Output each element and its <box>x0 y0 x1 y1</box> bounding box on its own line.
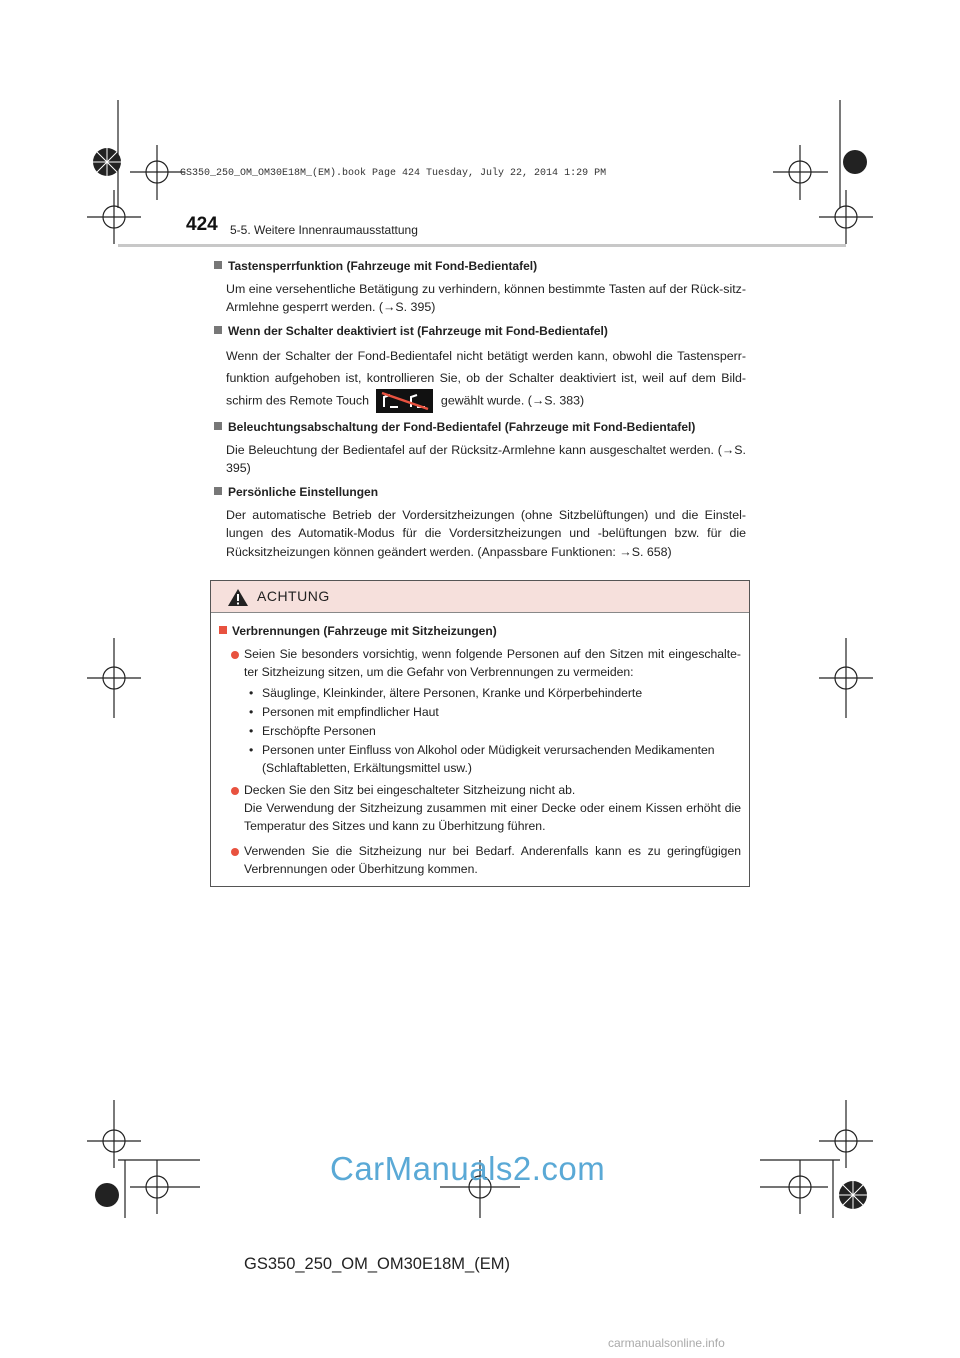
warning-subitem: • Personen mit empfindlicher Haut <box>249 705 439 720</box>
header-rule <box>118 244 846 247</box>
warning-triangle-icon <box>227 588 249 607</box>
section-heading: Beleuchtungsabschaltung der Fond-Bedientafel (Fahrzeuge mit Fond-Bedientafel) <box>214 418 746 437</box>
watermark-carmanuals: CarManuals2.com <box>330 1150 606 1187</box>
warning-bullet: Seien Sie besonders vorsichtig, wenn folgende Personen auf den Sitzen mit eingeschalte-ter Sitzheizung sitzen, um die Gefahr von Verbrennungen zu vermeiden: <box>231 646 741 682</box>
section-body: Der automatische Betrieb der Vordersitzheizungen (ohne Sitzbelüftungen) und die Einstel-lungen des Automatik-Modus für die Vordersitzheizungen und -belüftungen bzw. für die Rücksitzheizungen können geändert werden. (Anpassbare Funktionen: →S. 658) <box>226 507 746 559</box>
section-body: Um eine versehentliche Betätigung zu verhindern, können bestimmte Tasten auf der Rück-sitz-Armlehne gesperrt werden. (→S. 395) <box>226 281 746 314</box>
warning-bullet: Verwenden Sie die Sitzheizung nur bei Bedarf. Anderenfalls kann es zu geringfügigen Verbrennungen oder Überhitzung kommen. <box>231 843 741 879</box>
bullet-dot-icon <box>231 848 239 856</box>
section-persoenlich <box>214 483 746 561</box>
section-heading: Wenn der Schalter deaktiviert ist (Fahrzeuge mit Fond-Bedientafel) <box>214 322 746 341</box>
warning-title: ACHTUNG <box>257 588 330 604</box>
warning-heading: Verbrennungen (Fahrzeuge mit Sitzheizungen) <box>219 623 741 641</box>
bullet-dot-icon <box>231 651 239 659</box>
square-bullet-icon <box>214 326 222 334</box>
square-bullet-icon <box>214 261 222 269</box>
section-heading: Tastensperrfunktion (Fahrzeuge mit Fond-Bedientafel) <box>214 257 746 276</box>
warning-body <box>211 613 749 878</box>
section-body: Wenn der Schalter der Fond-Bedientafel nicht betätigt werden kann, obwohl die Tastensperr-funktion aufgehoben ist, kontrollieren Sie, ob der Schalter deaktiviert ist, weil auf dem Bild-schirm des Remote Touch gewählt wurde. (→S. 383) <box>226 345 746 413</box>
warning-subitem: • Säuglinge, Kleinkinder, ältere Personen, Kranke und Körperbehinderte <box>249 686 643 701</box>
page-number: 424 <box>186 214 218 235</box>
watermark-online: carmanualsonline.info <box>608 1336 725 1350</box>
section-beleuchtung <box>214 418 746 478</box>
bullet-dot-icon <box>231 787 239 795</box>
section-tastensperr <box>214 257 746 317</box>
warning-subitem: • Personen unter Einfluss von Alkohol oder Müdigkeit verursachenden Medikamenten (Schlaftabletten, Erkältungsmittel usw.) <box>249 742 715 775</box>
warning-subitem: • Erschöpfte Personen <box>249 723 376 738</box>
seat-heater-off-icon <box>376 389 433 413</box>
footer-code: GS350_250_OM_OM30E18M_(EM) <box>244 1255 510 1273</box>
section-title: 5-5. Weitere Innenraumausstattung <box>230 223 418 237</box>
file-info: GS350_250_OM_OM30E18M_(EM).book Page 424 Tuesday, July 22, 2014 1:29 PM <box>180 168 607 179</box>
section-body: Die Beleuchtung der Bedientafel auf der Rücksitz-Armlehne kann ausgeschaltet werden. (→S. 395) <box>226 442 746 475</box>
square-bullet-icon <box>219 626 227 634</box>
square-bullet-icon <box>214 487 222 495</box>
square-bullet-icon <box>214 422 222 430</box>
section-heading: Persönliche Einstellungen <box>214 483 746 502</box>
section-schalter-deaktiviert <box>214 322 746 413</box>
warning-header <box>211 581 749 613</box>
warning-bullet: Decken Sie den Sitz bei eingeschalteter Sitzheizung nicht ab. Die Verwendung der Sitzheizung zusammen mit einer Decke oder einem Kissen erhöht die Temperatur des Sitzes und kann zu Überhitzung führen. <box>231 782 741 835</box>
warning-box <box>210 580 750 887</box>
